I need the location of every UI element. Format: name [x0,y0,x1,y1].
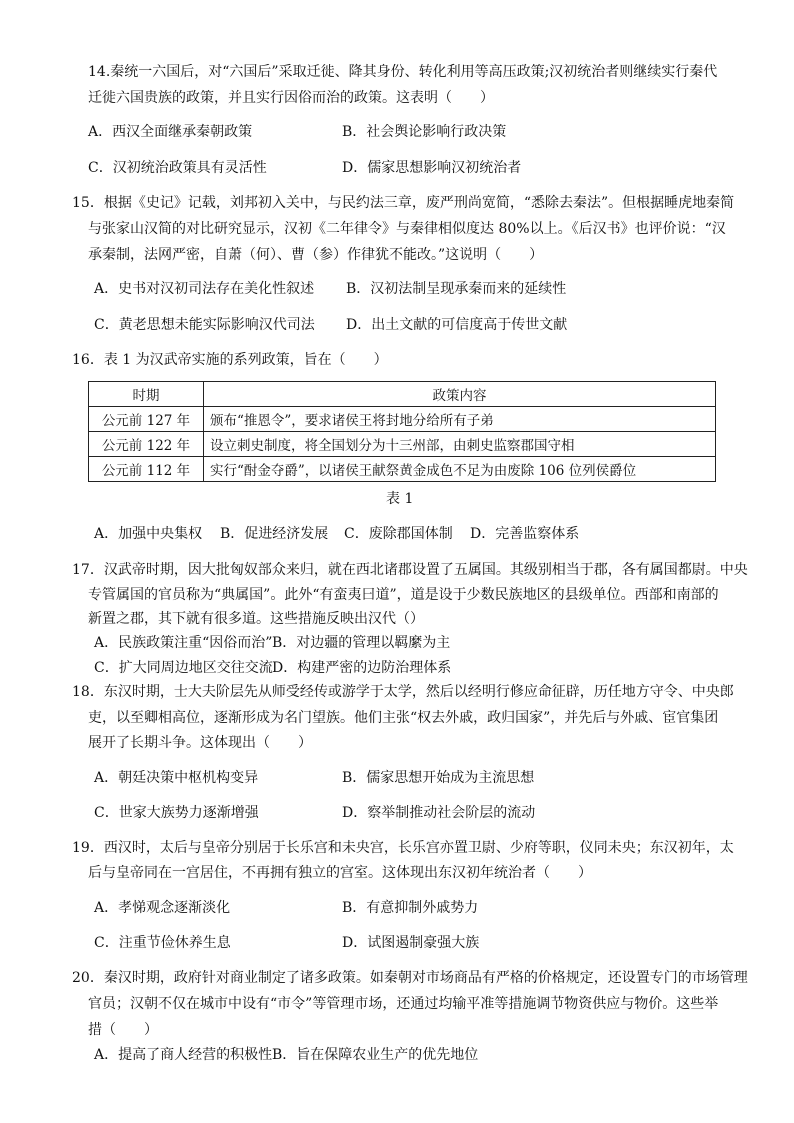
q16-stem: 16．表 1 为汉武帝实施的系列政策，旨在（ ） [72,352,388,368]
q17-option-d: D．构建严密的边防治理体系 [272,660,452,676]
q14-option-d: D．儒家思想影响汉初统治者 [342,160,522,176]
q15-option-c: C．黄老思想未能实际影响汉代司法 [94,317,315,333]
table-cell-policy: 颁布“推恩令”，要求诸侯王将封地分给所有子弟 [204,407,716,432]
q15-stem-line-2: 与张家山汉简的对比研究显示，汉初《二年律令》与秦律相似度达 80%以上。《后汉书》也评价说：“汉 [88,221,726,237]
table-header-policy: 政策内容 [204,382,716,407]
q15-option-d: D．出土文献的可信度高于传世文献 [346,317,568,333]
q14-stem-line-1: 14.秦统一六国后，对“六国后”采取迁徙、降其身份、转化利用等高压政策;汉初统治者则继续实行秦代 [88,64,718,80]
q20-stem-line-3: 措（ ） [88,1022,158,1038]
q16-option-c: C．废除郡国体制 [344,526,453,542]
q14-option-c: C．汉初统治政策具有灵活性 [88,160,267,176]
q20-stem-line-1: 20．秦汉时期，政府针对商业制定了诸多政策。如秦朝对市场商品有严格的价格规定，还设置专门的市场管理 [72,970,748,986]
q18-option-b: B．儒家思想开始成为主流思想 [342,770,535,786]
q17-stem-line-3: 新置之郡，其下就有很多道。这些措施反映出汉代（） [88,611,424,627]
q17-option-a: A．民族政策注重“因俗而治” [94,635,273,651]
q15-option-b: B．汉初法制呈现承秦而来的延续性 [346,281,567,297]
q15-stem-line-1: 15．根据《史记》记载，刘邦初入关中，与民约法三章，废严刑尚宽简，“悉除去秦法”。但根据睡虎地秦简 [72,195,735,211]
q19-option-c: C．注重节俭休养生息 [94,935,231,951]
table-cell-policy: 实行“酎金夺爵”，以诸侯王献祭黄金成色不足为由废除 106 位列侯爵位 [204,457,716,482]
q15-option-a: A．史书对汉初司法存在美化性叙述 [94,281,315,297]
q19-option-a: A．孝悌观念逐渐淡化 [94,900,231,916]
q18-stem-line-3: 展开了长期斗争。这体现出（ ） [88,735,312,751]
q18-stem-line-1: 18．东汉时期，士大夫阶层先从师受经传或游学于太学，然后以经明行修应命征辟，历任地方守令、中央郎 [72,684,734,700]
table-cell-period: 公元前 122 年 [89,432,204,457]
table-cell-period: 公元前 112 年 [89,457,204,482]
table-row [89,457,716,482]
q18-option-c: C．世家大族势力逐渐增强 [94,805,259,821]
q17-option-b: B．对边疆的管理以羁縻为主 [272,635,451,651]
q18-stem-line-2: 吏，以至卿相高位，逐渐形成为名门望族。他们主张“权去外戚，政归国家”，并先后与外戚、宦官集团 [88,710,719,726]
table-cell-period: 公元前 127 年 [89,407,204,432]
q17-stem-line-2: 专管属国的官员称为“典属国”。此外“有蛮夷曰道”，道是设于少数民族地区的县级单位。西部和南部的 [88,587,719,603]
q18-option-a: A．朝廷决策中枢机构变异 [94,770,259,786]
table-cell-policy: 设立刺史制度，将全国划分为十三州部，由刺史监察郡国守相 [204,432,716,457]
q17-option-c: C．扩大同周边地区交往交流 [94,660,273,676]
q14-option-b: B．社会舆论影响行政决策 [342,124,507,140]
q17-stem-line-1: 17．汉武帝时期，因大批匈奴部众来归，就在西北诸郡设置了五属国。其级别相当于郡，各有属国都尉。中央 [72,562,748,578]
q14-stem-line-2: 迁徙六国贵族的政策，并且实行因俗而治的政策。这表明（ ） [88,90,494,106]
policy-table [88,381,716,482]
table-header-row [89,382,716,407]
q20-stem-line-2: 官员；汉朝不仅在城市中设有“市令”等管理市场，还通过均输平准等措施调节物资供应与物价。这些举 [88,996,719,1012]
table-row [89,407,716,432]
q15-stem-line-3: 承秦制，法网严密，自萧（何）、曹（参）作律犹不能改。”这说明（ ） [88,247,544,263]
q19-stem-line-1: 19．西汉时，太后与皇帝分别居于长乐宫和未央宫，长乐宫亦置卫尉、少府等职，仪同未央；东汉初年，太 [72,840,734,856]
table-row [89,432,716,457]
q18-option-d: D．察举制推动社会阶层的流动 [342,805,536,821]
q20-option-b: B．旨在保障农业生产的优先地位 [272,1047,479,1063]
q16-option-a: A．加强中央集权 [94,526,203,542]
q19-option-b: B．有意抑制外戚势力 [342,900,479,916]
q14-option-a: A．西汉全面继承秦朝政策 [88,124,253,140]
table-caption: 表 1 [386,491,414,507]
q19-stem-line-2: 后与皇帝同在一宫居住，不再拥有独立的宫室。这体现出东汉初年统治者（ ） [88,865,592,881]
q19-option-d: D．试图遏制豪强大族 [342,935,480,951]
q16-option-d: D．完善监察体系 [470,526,580,542]
table-header-period: 时期 [89,382,204,407]
q16-option-b: B．促进经济发展 [220,526,329,542]
q20-option-a: A．提高了商人经营的积极性 [94,1047,273,1063]
